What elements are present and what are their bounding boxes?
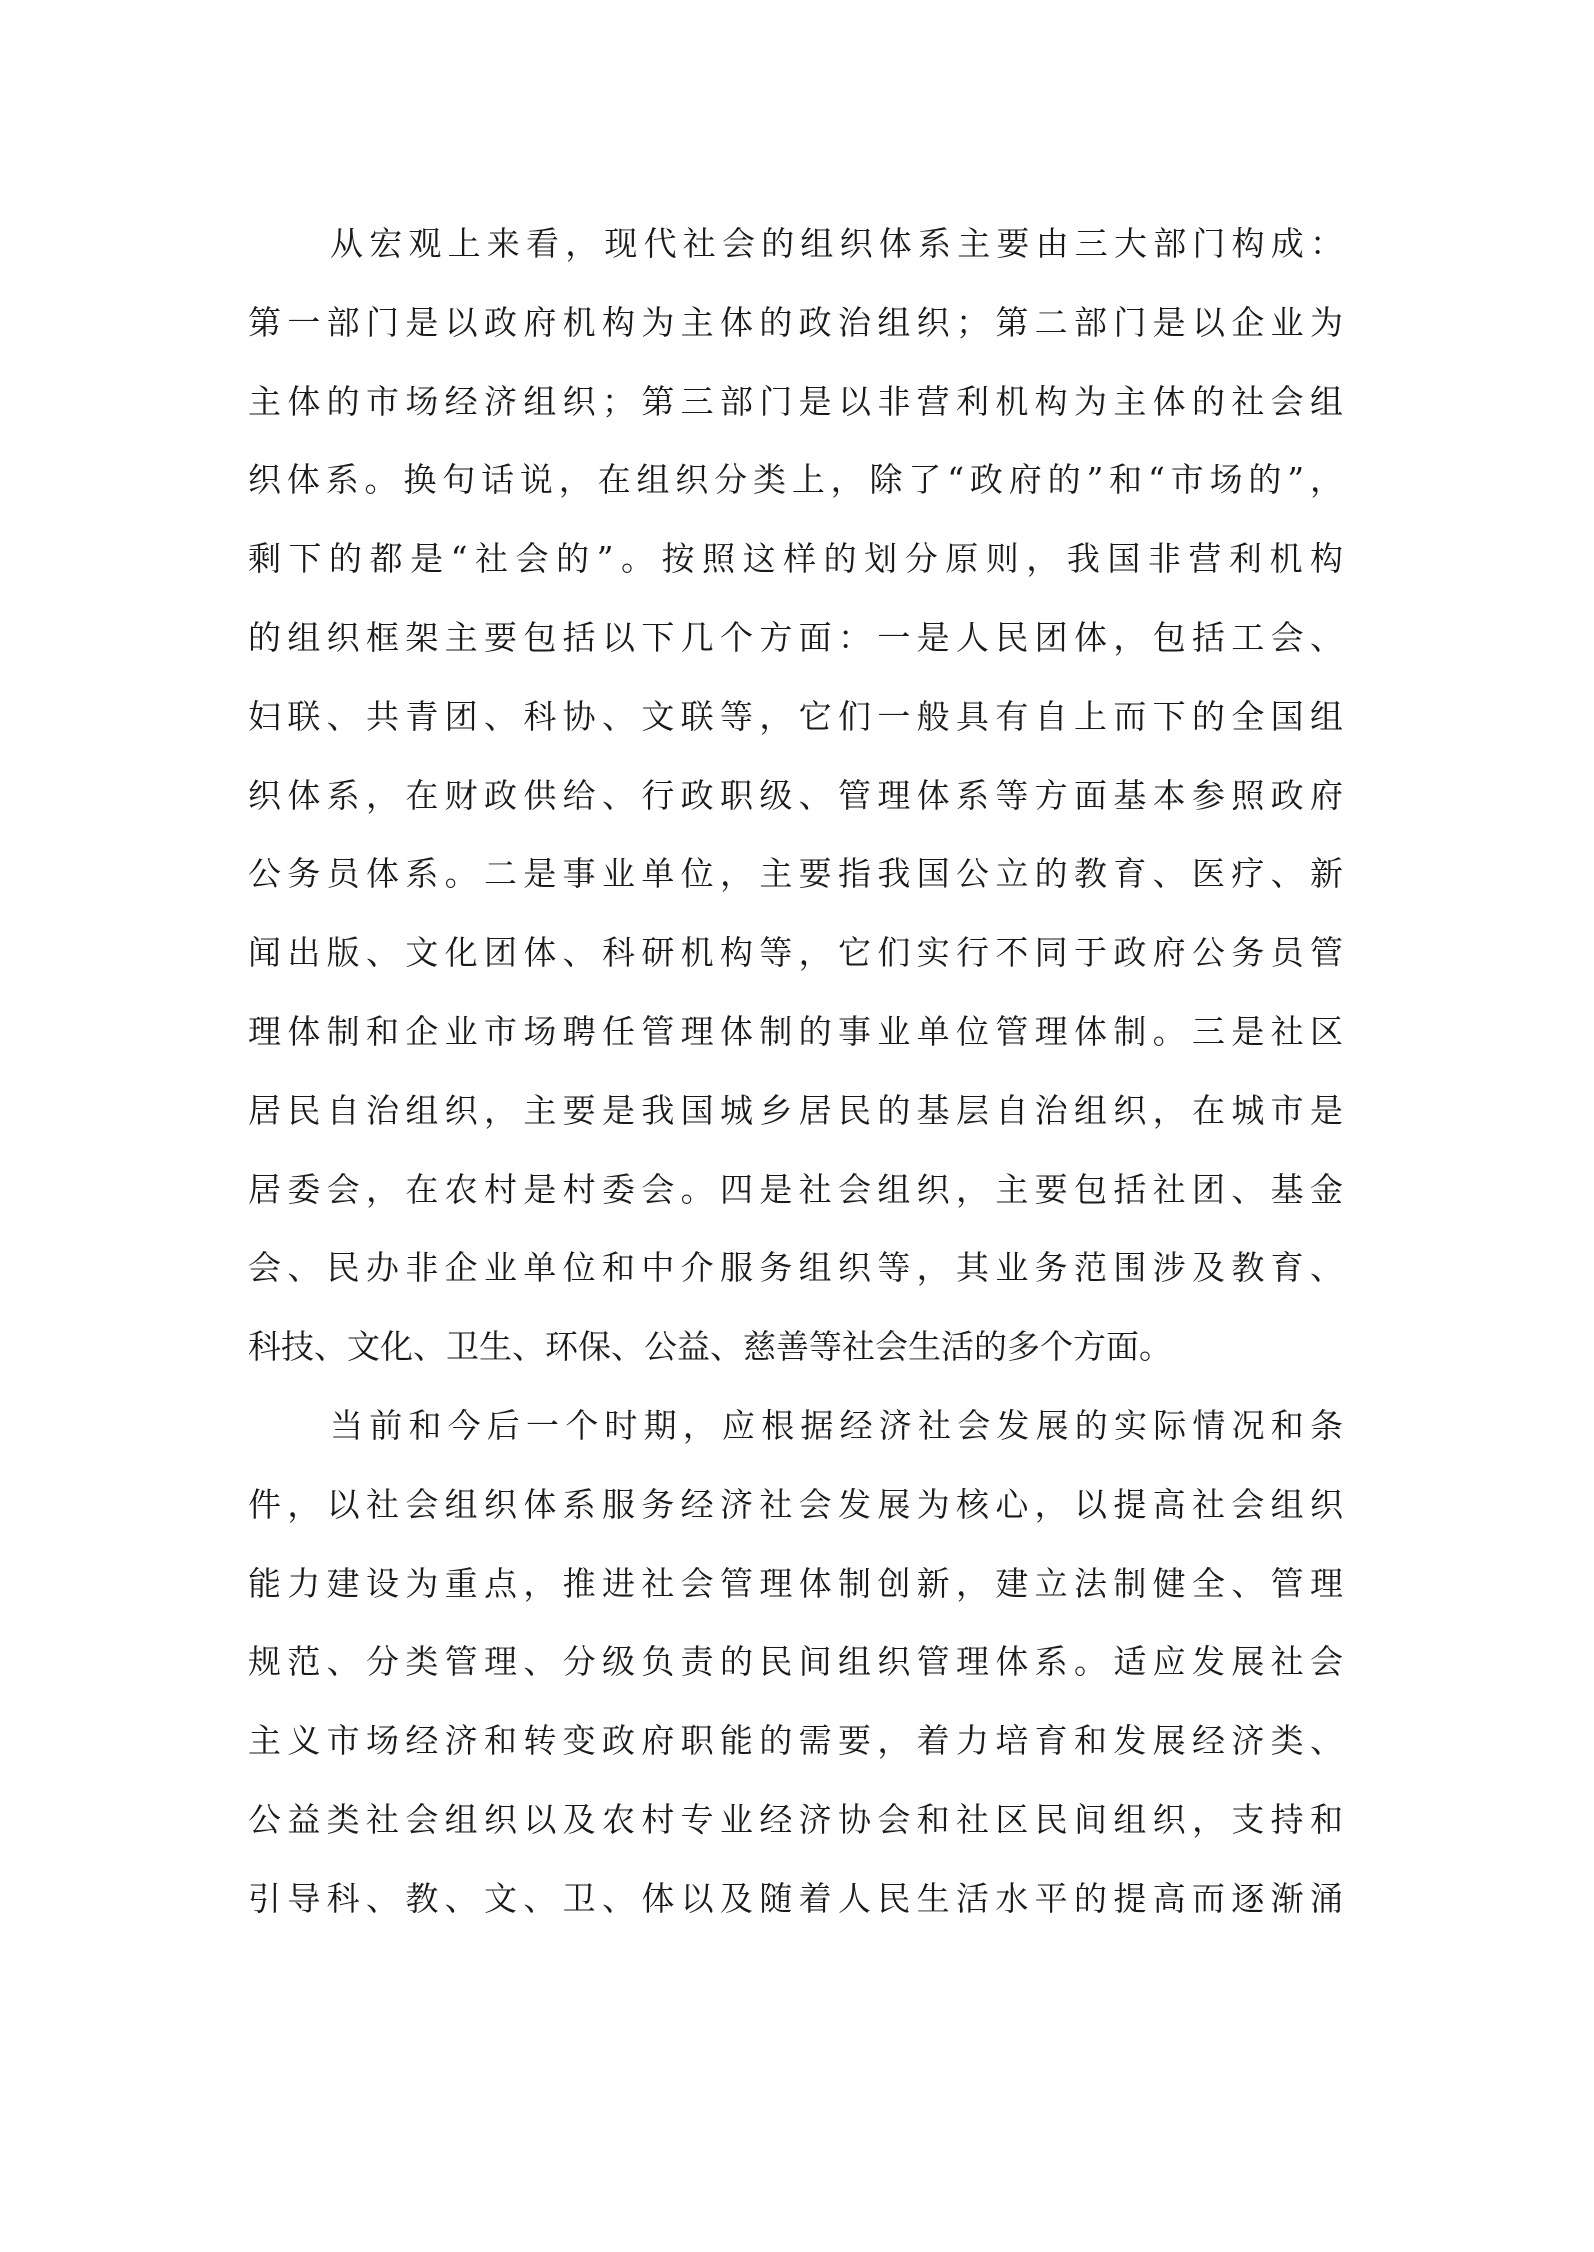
text-line: 从宏观上来看，现代社会的组织体系主要由三大部门构成： (330, 224, 1343, 263)
text-line: 第一部门是以政府机构为主体的政治组织；第二部门是以企业为 (248, 302, 1343, 342)
text-line: 的组织框架主要包括以下几个方面：一是人民团体，包括工会、 (248, 617, 1343, 657)
text-line: 妇联、共青团、科协、文联等，它们一般具有自上而下的全国组 (248, 696, 1343, 736)
text-line: 科技、文化、卫生、环保、公益、慈善等社会生活的多个方面。 (248, 1327, 1172, 1367)
text-line: 公益类社会组织以及农村专业经济协会和社区民间组织，支持和 (248, 1799, 1343, 1839)
text-line: 公务员体系。二是事业单位，主要指我国公立的教育、医疗、新 (248, 854, 1343, 894)
text-line: 闻出版、文化团体、科研机构等，它们实行不同于政府公务员管 (248, 933, 1343, 973)
text-line: 件，以社会组织体系服务经济社会发展为核心，以提高社会组织 (248, 1484, 1343, 1524)
paragraph-2 (248, 1387, 1343, 1939)
text-line: 引导科、教、文、卫、体以及随着人民生活水平的提高而逐渐涌 (248, 1878, 1343, 1918)
text-line: 织体系。换句话说，在组织分类上，除了“政府的”和“市场的”， (248, 460, 1343, 500)
text-line: 居民自治组织，主要是我国城乡居民的基层自治组织，在城市是 (248, 1090, 1343, 1130)
text-line: 主体的市场经济组织；第三部门是以非营利机构为主体的社会组 (248, 381, 1343, 421)
text-line: 能力建设为重点，推进社会管理体制创新，建立法制健全、管理 (248, 1563, 1343, 1603)
text-line: 居委会，在农村是村委会。四是社会组织，主要包括社团、基金 (248, 1169, 1343, 1209)
text-line: 当前和今后一个时期，应根据经济社会发展的实际情况和条 (330, 1405, 1343, 1445)
text-line: 织体系，在财政供给、行政职级、管理体系等方面基本参照政府 (248, 775, 1343, 815)
text-line: 理体制和企业市场聘任管理体制的事业单位管理体制。三是社区 (248, 1011, 1343, 1051)
text-line: 规范、分类管理、分级负责的民间组织管理体系。适应发展社会 (248, 1642, 1343, 1682)
text-line: 主义市场经济和转变政府职能的需要，着力培育和发展经济类、 (248, 1721, 1343, 1761)
document-body (248, 205, 1343, 1939)
text-line: 会、民办非企业单位和中介服务组织等，其业务范围涉及教育、 (248, 1248, 1343, 1288)
paragraph-1 (248, 205, 1343, 1387)
text-line: 剩下的都是“社会的”。按照这样的划分原则，我国非营利机构 (248, 539, 1343, 579)
